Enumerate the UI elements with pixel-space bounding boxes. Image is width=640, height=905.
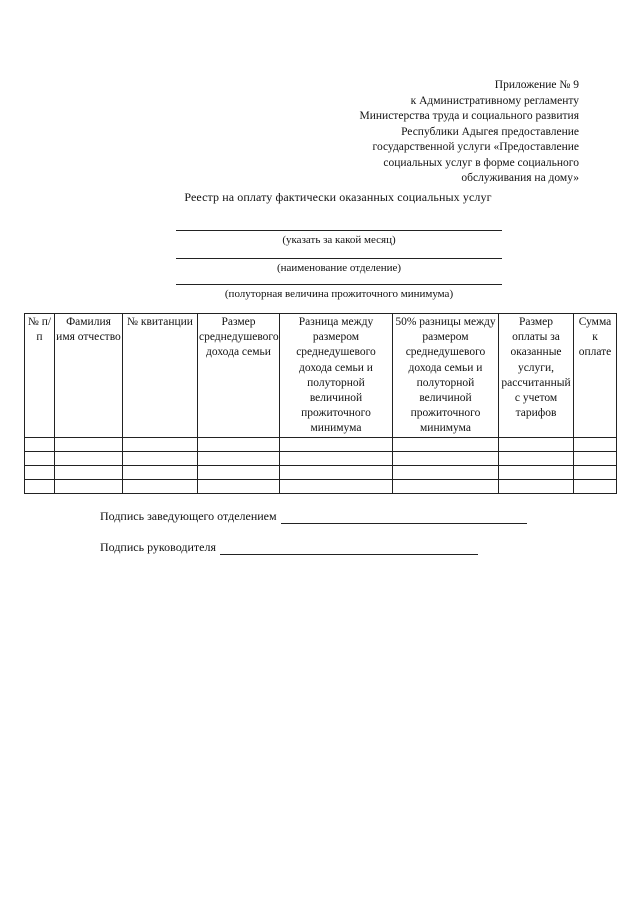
column-header-receipt-number: № квитанции <box>123 314 198 438</box>
table-cell[interactable] <box>55 437 123 451</box>
table-cell[interactable] <box>393 437 499 451</box>
table-cell[interactable] <box>499 465 574 479</box>
appendix-header <box>360 78 579 187</box>
department-fill-line[interactable] <box>176 258 502 259</box>
month-field-caption: (указать за какой месяц) <box>282 234 396 246</box>
table-row <box>25 465 617 479</box>
table-row <box>25 437 617 451</box>
appendix-line: Министерства труда и социального развития <box>359 110 579 122</box>
table-cell[interactable] <box>393 451 499 465</box>
subsistence-minimum-field[interactable] <box>176 284 502 300</box>
table-cell[interactable] <box>55 479 123 493</box>
table-cell[interactable] <box>499 451 574 465</box>
table-cell[interactable] <box>123 451 198 465</box>
table-cell[interactable] <box>55 451 123 465</box>
table-cell[interactable] <box>499 479 574 493</box>
table-cell[interactable] <box>280 451 393 465</box>
table-cell[interactable] <box>123 437 198 451</box>
table-cell[interactable] <box>198 465 280 479</box>
table-cell[interactable] <box>123 465 198 479</box>
appendix-line: социальных услуг в форме социального <box>383 156 579 169</box>
table-cell[interactable] <box>393 479 499 493</box>
document-title: Реестр на оплату фактически оказанных социальных услуг <box>184 190 492 204</box>
department-field[interactable] <box>176 258 502 274</box>
table-cell[interactable] <box>499 437 574 451</box>
department-field-caption: (наименование отделение) <box>276 262 402 274</box>
table-cell[interactable] <box>198 437 280 451</box>
head-of-department-signature-label: Подпись заведующего отделением <box>100 509 277 523</box>
director-signature-label: Подпись руководителя <box>100 540 216 554</box>
table-cell[interactable] <box>25 437 55 451</box>
column-header-half-difference: 50% разницы между размером среднедушевого дохода семьи и полуторной величиной прожиточного минимума <box>393 314 499 438</box>
appendix-line: обслуживания на дому» <box>461 172 579 184</box>
appendix-line: к Административному регламенту <box>410 94 579 107</box>
table-row <box>25 451 617 465</box>
table-header-row <box>25 314 617 438</box>
table-cell[interactable] <box>574 451 617 465</box>
table-cell[interactable] <box>198 479 280 493</box>
column-header-full-name: Фамилия имя отчество <box>55 314 123 438</box>
director-signature <box>100 540 478 555</box>
appendix-line: Республики Адыгея предоставление <box>401 125 579 138</box>
subsistence-fill-line[interactable] <box>176 284 502 285</box>
table-cell[interactable] <box>25 451 55 465</box>
column-header-average-income: Размер среднедушевого дохода семьи <box>198 314 280 438</box>
table-cell[interactable] <box>25 479 55 493</box>
table-cell[interactable] <box>280 465 393 479</box>
registry-table <box>24 313 617 494</box>
head-of-department-signature <box>100 509 527 524</box>
month-fill-line[interactable] <box>176 230 502 231</box>
table-cell[interactable] <box>393 465 499 479</box>
table-cell[interactable] <box>574 437 617 451</box>
appendix-line: Приложение № 9 <box>494 79 579 91</box>
column-header-sum-to-pay: Сумма к оплате <box>574 314 617 438</box>
month-field[interactable] <box>176 230 502 246</box>
table-cell[interactable] <box>55 465 123 479</box>
column-header-income-difference: Разница между размером среднедушевого дохода семьи и полуторной величиной прожиточного минимума <box>280 314 393 438</box>
subsistence-field-caption: (полуторная величина прожиточного минимума) <box>224 288 454 300</box>
table-cell[interactable] <box>123 479 198 493</box>
appendix-line: государственной услуги «Предоставление <box>372 141 579 153</box>
table-cell[interactable] <box>198 451 280 465</box>
table-cell[interactable] <box>574 479 617 493</box>
table-row <box>25 479 617 493</box>
column-header-payment-amount: Размер оплаты за оказанные услуги, рассчитанный с учетом тарифов <box>499 314 574 438</box>
column-header-number: № п/п <box>25 314 55 438</box>
director-signature-line[interactable] <box>220 544 478 555</box>
head-of-department-signature-line[interactable] <box>281 513 527 524</box>
table-cell[interactable] <box>280 437 393 451</box>
table-cell[interactable] <box>574 465 617 479</box>
table-cell[interactable] <box>25 465 55 479</box>
table-cell[interactable] <box>280 479 393 493</box>
